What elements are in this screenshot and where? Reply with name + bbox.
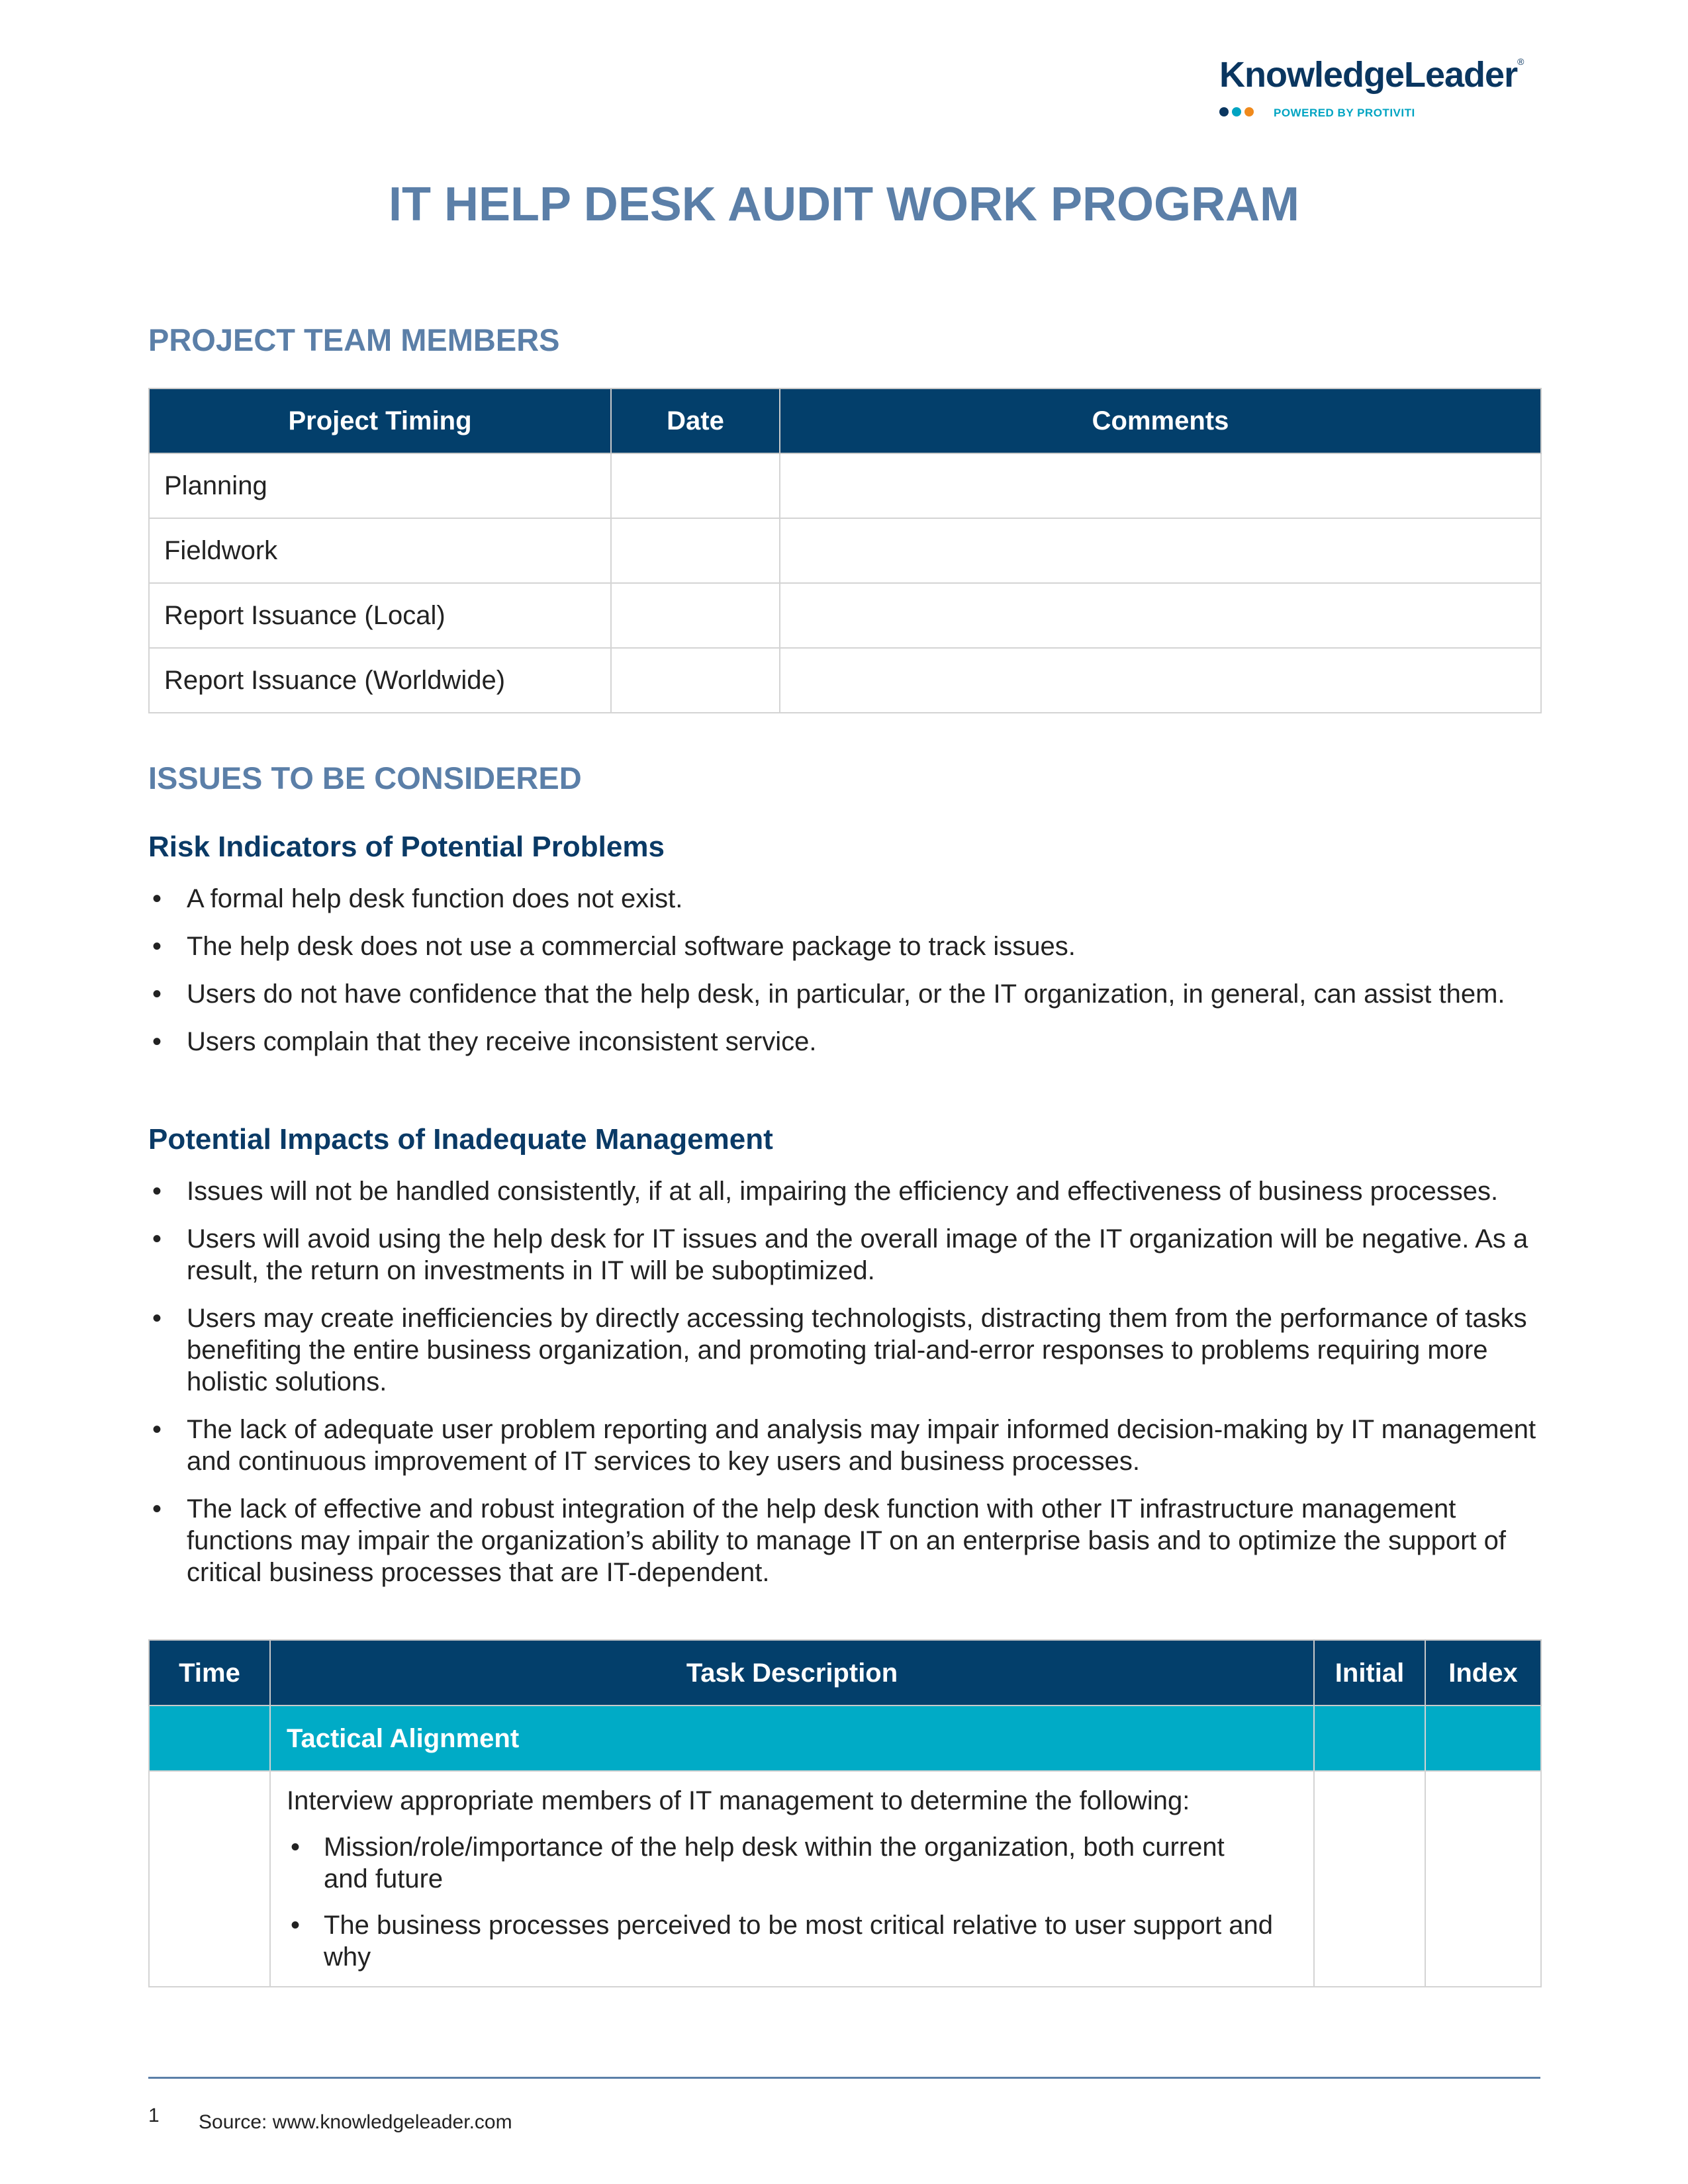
list-item: • A formal help desk function does not exist. [152,884,683,913]
column-header-comments: Comments [780,388,1541,453]
page-number: 1 [148,2105,160,2126]
column-header-initial: Initial [1314,1640,1425,1706]
logo-dot-orange [1244,107,1254,116]
timing-cell: Report Issuance (Worldwide) [149,648,611,713]
index-cell [1425,1706,1541,1771]
task-description-cell [270,1771,1314,1987]
source-note: Source: www.knowledgeleader.com [199,2111,512,2133]
page-title: IT HELP DESK AUDIT WORK PROGRAM [388,178,1299,231]
timing-cell: Planning [149,453,611,518]
list-item: • The lack of effective and robust integration of the help desk function with other IT infrastructure management functions may impair the organization’s ability to manage IT on an enterprise basis and to optimize the support of critical business processes that are IT-dependent. [152,1494,1506,1587]
list-item: • The help desk does not use a commercial software package to track issues. [152,932,1076,961]
table-row [149,1771,1541,1987]
initial-cell [1314,1771,1425,1987]
risk-indicators-list [148,883,1545,1073]
date-cell [611,518,780,583]
task-items-list [287,1831,1274,1973]
logo-tagline: POWERED BY PROTIVITI [1274,107,1415,119]
issues-section-heading: ISSUES TO BE CONSIDERED [148,760,582,796]
bullet-icon: • [152,1494,162,1524]
task-intro: Interview appropriate members of IT management to determine the following: [287,1786,1190,1815]
potential-impacts-heading: Potential Impacts of Inadequate Management [148,1123,773,1156]
list-item: • The lack of adequate user problem reporting and analysis may impair informed decision-making by IT management and continuous improvement of IT services to key users and business processes. [152,1415,1536,1476]
table-row [149,583,1541,648]
date-cell [611,583,780,648]
team-section-heading: PROJECT TEAM MEMBERS [148,322,560,357]
bullet-icon: • [291,1911,301,1940]
bullet-icon: • [152,1415,162,1444]
comments-cell [780,518,1541,583]
date-cell [611,648,780,713]
bullet-icon: • [152,932,162,961]
list-item: • Users will avoid using the help desk for IT issues and the overall image of the IT organization will be negative. As a result, the return on investments in IT will be suboptimized. [152,1224,1528,1285]
bullet-icon: • [152,979,162,1009]
table-row [149,453,1541,518]
table-row [149,518,1541,583]
audit-task-table [148,1639,1542,1987]
table-header-row [149,1640,1541,1706]
date-cell [611,453,780,518]
list-item: • Issues will not be handled consistently, if at all, impairing the efficiency and effectiveness of business processes. [152,1177,1499,1206]
column-header-time: Time [149,1640,270,1706]
knowledgeleader-logo [1219,57,1537,130]
logo-dots-icon [1219,107,1254,116]
list-item: • Users complain that they receive inconsistent service. [152,1027,817,1056]
tactical-alignment-row [149,1706,1541,1771]
registered-mark: ® [1517,56,1524,67]
column-header-date: Date [611,388,780,453]
comments-cell [780,583,1541,648]
logo-dot-teal [1232,107,1241,116]
list-item: • Mission/role/importance of the help desk within the organization, both current and future [291,1833,1225,1893]
table-row [149,648,1541,713]
bullet-icon: • [152,884,162,913]
risk-indicators-heading: Risk Indicators of Potential Problems [148,831,665,863]
table-header-row [149,388,1541,453]
logo-name: KnowledgeLeader [1219,55,1518,95]
time-cell [149,1706,270,1771]
project-timing-table [148,388,1542,713]
comments-cell [780,648,1541,713]
time-cell [149,1771,270,1987]
bullet-icon: • [152,1224,162,1253]
initial-cell [1314,1706,1425,1771]
comments-cell [780,453,1541,518]
bullet-icon: • [152,1177,162,1206]
list-item: • The business processes perceived to be most critical relative to user support and why [291,1911,1274,1972]
index-cell [1425,1771,1541,1987]
logo-dot-navy [1219,107,1229,116]
list-item: • Users do not have confidence that the help desk, in particular, or the IT organization, in general, can assist them. [152,979,1505,1009]
column-header-index: Index [1425,1640,1541,1706]
bullet-icon: • [152,1304,162,1333]
column-header-task-description: Task Description [270,1640,1314,1706]
section-subheading: Tactical Alignment [270,1706,1314,1771]
bullet-icon: • [152,1027,162,1056]
footer-divider [148,2077,1540,2079]
timing-cell: Report Issuance (Local) [149,583,611,648]
column-header-project-timing: Project Timing [149,388,611,453]
potential-impacts-list [148,1175,1545,1604]
bullet-icon: • [291,1833,301,1862]
timing-cell: Fieldwork [149,518,611,583]
list-item: • Users may create inefficiencies by directly accessing technologists, distracting them from the performance of tasks benefiting the entire business organization, and promoting trial-and-error responses to problems requiring more holistic solutions. [152,1304,1527,1396]
